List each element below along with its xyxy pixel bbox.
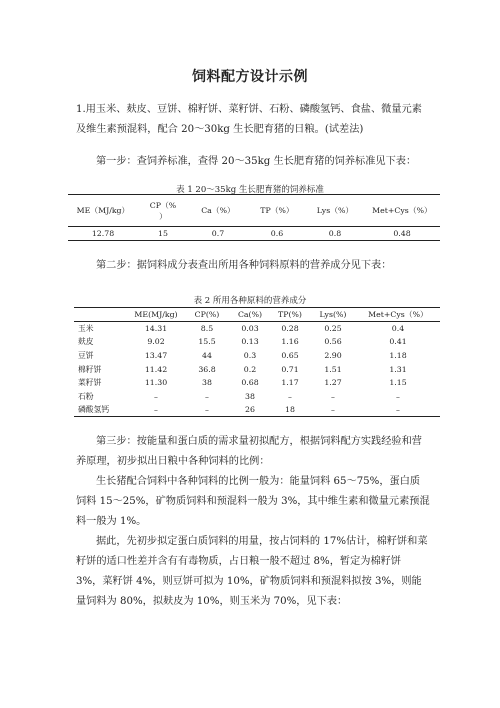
table1-cell: 0.8: [328, 229, 342, 238]
table2-header-cell: ME(MJ/kg): [128, 308, 184, 322]
table1-header-cell: CP（% ）: [138, 195, 188, 227]
ingredient-name-cell: 棉籽饼: [78, 364, 102, 374]
nutrient-value-cell: 11.42: [144, 364, 168, 374]
table2-ingredient-nutrients: [74, 307, 440, 417]
table1-header-cell: Ca（%）: [188, 195, 248, 227]
step2-paragraph: 第二步：据饲料成分表查出所用各种饲料原料的营养成分见下表：: [96, 260, 392, 271]
ingredient-name-cell: 豆饼: [78, 350, 94, 360]
nutrient-value-cell: 36.8: [198, 364, 216, 374]
table2-header-row: [74, 308, 440, 322]
table2-header-cell: [74, 308, 128, 322]
nutrient-value-cell: 0.56: [324, 337, 342, 347]
step1-paragraph: 第一步：查饲养标准，查得 20～35kg 生长肥育猪的饲养标准见下表：: [96, 156, 417, 167]
nutrient-value-cell: 1.15: [389, 378, 407, 388]
table1-header-cell: ME（MJ/kg）: [68, 195, 138, 227]
nutrient-value-cell: –: [288, 391, 292, 401]
table1-header-row: [68, 195, 440, 227]
nutrient-value-cell: 26: [245, 405, 255, 415]
table2-header-cell: CP(%): [184, 308, 230, 322]
nutrient-value-cell: 0.68: [241, 378, 259, 388]
table-row: [74, 335, 440, 349]
nutrient-value-cell: 0.65: [281, 350, 299, 360]
nutrient-value-cell: 0.4: [391, 324, 405, 334]
table2-header-cell: Met+Cys（%）: [356, 308, 440, 322]
table1-cell: 12.78: [91, 229, 115, 238]
ingredient-name-cell: 石粉: [78, 391, 94, 401]
table2-header-cell: Ca(%): [230, 308, 270, 322]
nutrient-value-cell: 13.47: [144, 350, 168, 360]
nutrient-value-cell: –: [331, 391, 335, 401]
nutrient-value-cell: 38: [202, 378, 212, 388]
table1-cell: 0.48: [393, 229, 411, 238]
document-title: 饲料配方设计示例: [192, 69, 308, 85]
table-row: [74, 349, 440, 363]
nutrient-value-cell: –: [205, 405, 209, 415]
table1-cell: 15: [158, 229, 168, 238]
nutrient-value-cell: 1.51: [324, 364, 342, 374]
table-row: [74, 403, 440, 417]
table2-caption: 表 2 所用各种原料的营养成分: [193, 296, 307, 306]
nutrient-value-cell: 0.2: [243, 364, 257, 374]
nutrient-value-cell: 0.3: [243, 350, 257, 360]
nutrient-value-cell: 18: [285, 405, 295, 415]
table1-cell: 0.7: [211, 229, 225, 238]
table-row: [74, 389, 440, 403]
nutrient-value-cell: 44: [202, 350, 212, 360]
nutrient-value-cell: 14.31: [144, 324, 168, 334]
table1-cell: 0.6: [270, 229, 284, 238]
table-row: [74, 376, 440, 390]
ingredient-name-cell: 麸皮: [78, 337, 94, 347]
ingredient-name-cell: 菜籽饼: [78, 378, 102, 388]
nutrient-value-cell: 9.02: [147, 337, 165, 347]
nutrient-value-cell: 11.30: [144, 378, 168, 388]
ingredient-name-cell: 玉米: [78, 324, 94, 334]
table2-header-cell: Lys(%): [310, 308, 356, 322]
nutrient-value-cell: –: [205, 391, 209, 401]
ingredient-name-cell: 磷酸氢钙: [78, 405, 110, 415]
nutrient-value-cell: 8.5: [200, 324, 214, 334]
draft-formula-paragraph: 据此，先初步拟定蛋白质饲料的用量，按占饲料的 17%估计，棉籽饼和菜籽饼的适口性差并含有有毒物质，占日粮一般不超过 8%，暂定为棉籽饼 3%，菜籽饼 4%，则豆饼可拟为 10%，矿物质饲料和预混料拟按 3%，则能量饲料为 80%，拟麸皮为 10%，则玉米为 70%，见下表：: [76, 536, 428, 607]
nutrient-value-cell: 0.25: [324, 324, 342, 334]
nutrient-value-cell: –: [154, 391, 158, 401]
nutrient-value-cell: 0.71: [281, 364, 299, 374]
nutrient-value-cell: –: [331, 405, 335, 415]
table1-feeding-standard: [68, 194, 440, 241]
table-row: [68, 227, 440, 241]
nutrient-value-cell: 1.17: [281, 378, 299, 388]
nutrient-value-cell: 38: [245, 391, 255, 401]
nutrient-value-cell: 1.27: [324, 378, 342, 388]
table1-header-cell: TP（%）: [248, 195, 306, 227]
nutrient-value-cell: 1.16: [281, 337, 299, 347]
nutrient-value-cell: 0.28: [281, 324, 299, 334]
table1-header-cell: Met+Cys（%）: [364, 195, 440, 227]
nutrient-value-cell: 0.03: [241, 324, 259, 334]
table-row: [74, 322, 440, 336]
ratio-paragraph: 生长猪配合饲料中各种饲料的比例一般为：能量饲料 65～75%，蛋白质饲料 15～25%，矿物质饲料和预混料一般为 3%，其中维生素和微量元素预混料一般为 1%。: [76, 476, 430, 527]
nutrient-value-cell: –: [154, 405, 158, 415]
nutrient-value-cell: –: [396, 405, 400, 415]
nutrient-value-cell: 0.41: [389, 337, 407, 347]
nutrient-value-cell: 0.13: [241, 337, 259, 347]
intro-paragraph: 1.用玉米、麸皮、豆饼、棉籽饼、菜籽饼、石粉、磷酸氢钙、食盐、微量元素及维生素预混料，配合 20～30kg 生长肥育猪的日粮。(试差法): [76, 104, 422, 135]
table1-caption: 表 1 20～35kg 生长肥育猪的饲养标准: [176, 185, 324, 195]
nutrient-value-cell: –: [396, 391, 400, 401]
nutrient-value-cell: 2.90: [324, 350, 342, 360]
table-row: [74, 362, 440, 376]
nutrient-value-cell: 1.18: [389, 350, 407, 360]
table2-header-cell: TP(%): [270, 308, 310, 322]
nutrient-value-cell: 1.31: [389, 364, 407, 374]
table1-header-cell: Lys（%）: [306, 195, 364, 227]
step3-paragraph: 第三步：按能量和蛋白质的需求量初拟配方，根据饲料配方实践经验和营养原理，初步拟出日粮中各种饲料的比例：: [76, 436, 422, 467]
nutrient-value-cell: 15.5: [198, 337, 216, 347]
